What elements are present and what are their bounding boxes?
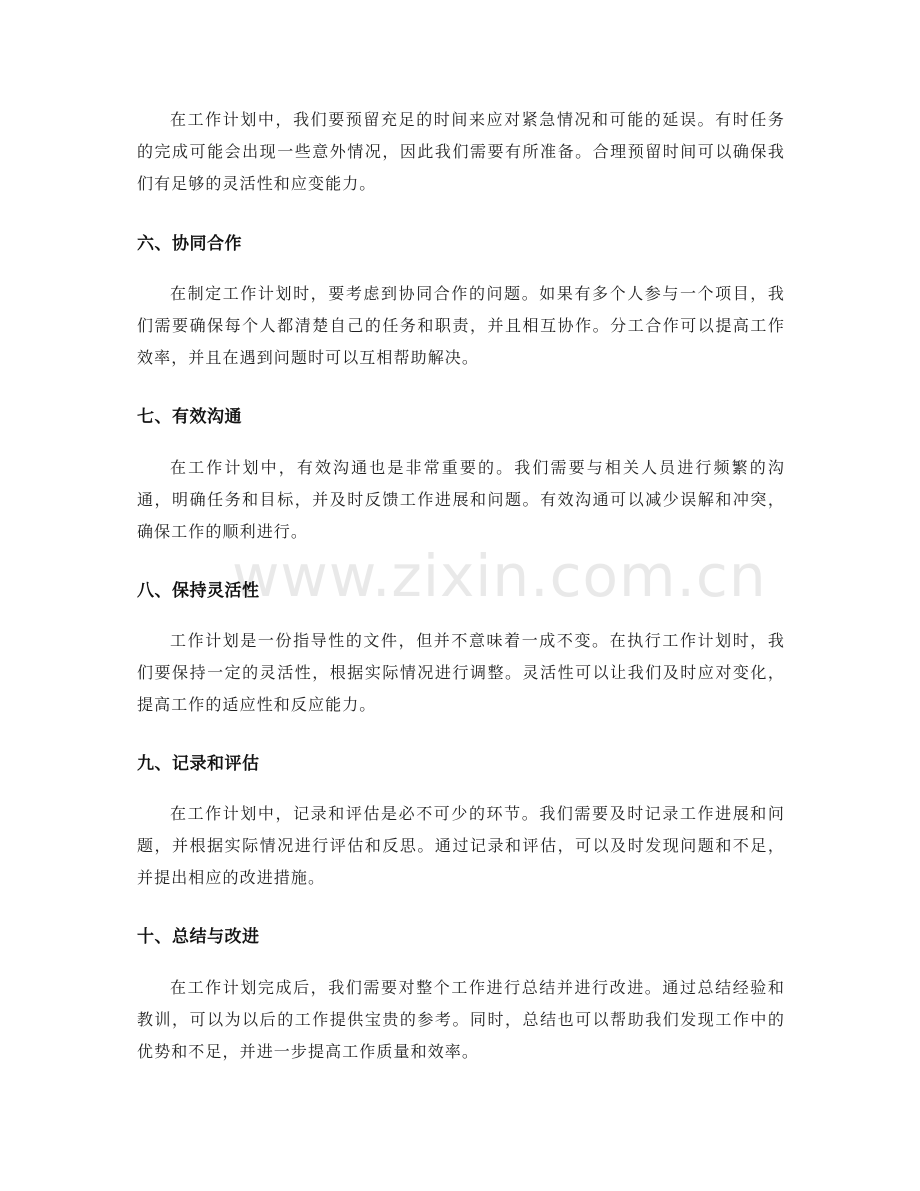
- section-paragraph-7: 在工作计划中，有效沟通也是非常重要的。我们需要与相关人员进行频繁的沟通，明确任务和目标，并及时反馈工作进展和问题。有效沟通可以减少误解和冲突，确保工作的顺利进行。: [137, 458, 785, 541]
- section-heading-6: 六、协同合作: [137, 234, 242, 254]
- section-heading-7: 七、有效沟通: [137, 407, 242, 427]
- section-heading-9: 九、记录和评估: [137, 754, 260, 774]
- section-paragraph-10: 在工作计划完成后，我们需要对整个工作进行总结并进行改进。通过总结经验和教训，可以为以后的工作提供宝贵的参考。同时，总结也可以帮助我们发现工作中的优势和不足，并进一步提高工作质量和效率。: [137, 978, 785, 1061]
- section-paragraph-8: 工作计划是一份指导性的文件，但并不意味着一成不变。在执行工作计划时，我们要保持一定的灵活性，根据实际情况进行调整。灵活性可以让我们及时应对变化，提高工作的适应性和反应能力。: [137, 631, 785, 714]
- section-paragraph-6: 在制定工作计划时，要考虑到协同合作的问题。如果有多个人参与一个项目，我们需要确保每个人都清楚自己的任务和职责，并且相互协作。分工合作可以提高工作效率，并且在遇到问题时可以互相帮助解决。: [137, 284, 785, 367]
- section-heading-10: 十、总结与改进: [137, 927, 260, 947]
- section-paragraph-9: 在工作计划中，记录和评估是必不可少的环节。我们需要及时记录工作进展和问题，并根据实际情况进行评估和反思。通过记录和评估，可以及时发现问题和不足，并提出相应的改进措施。: [137, 804, 785, 887]
- section-heading-8: 八、保持灵活性: [137, 581, 260, 601]
- watermark: www.zixin.com.cn: [232, 542, 767, 610]
- intro-paragraph: 在工作计划中，我们要预留充足的时间来应对紧急情况和可能的延误。有时任务的完成可能会出现一些意外情况，因此我们需要有所准备。合理预留时间可以确保我们有足够的灵活性和应变能力。: [137, 110, 785, 193]
